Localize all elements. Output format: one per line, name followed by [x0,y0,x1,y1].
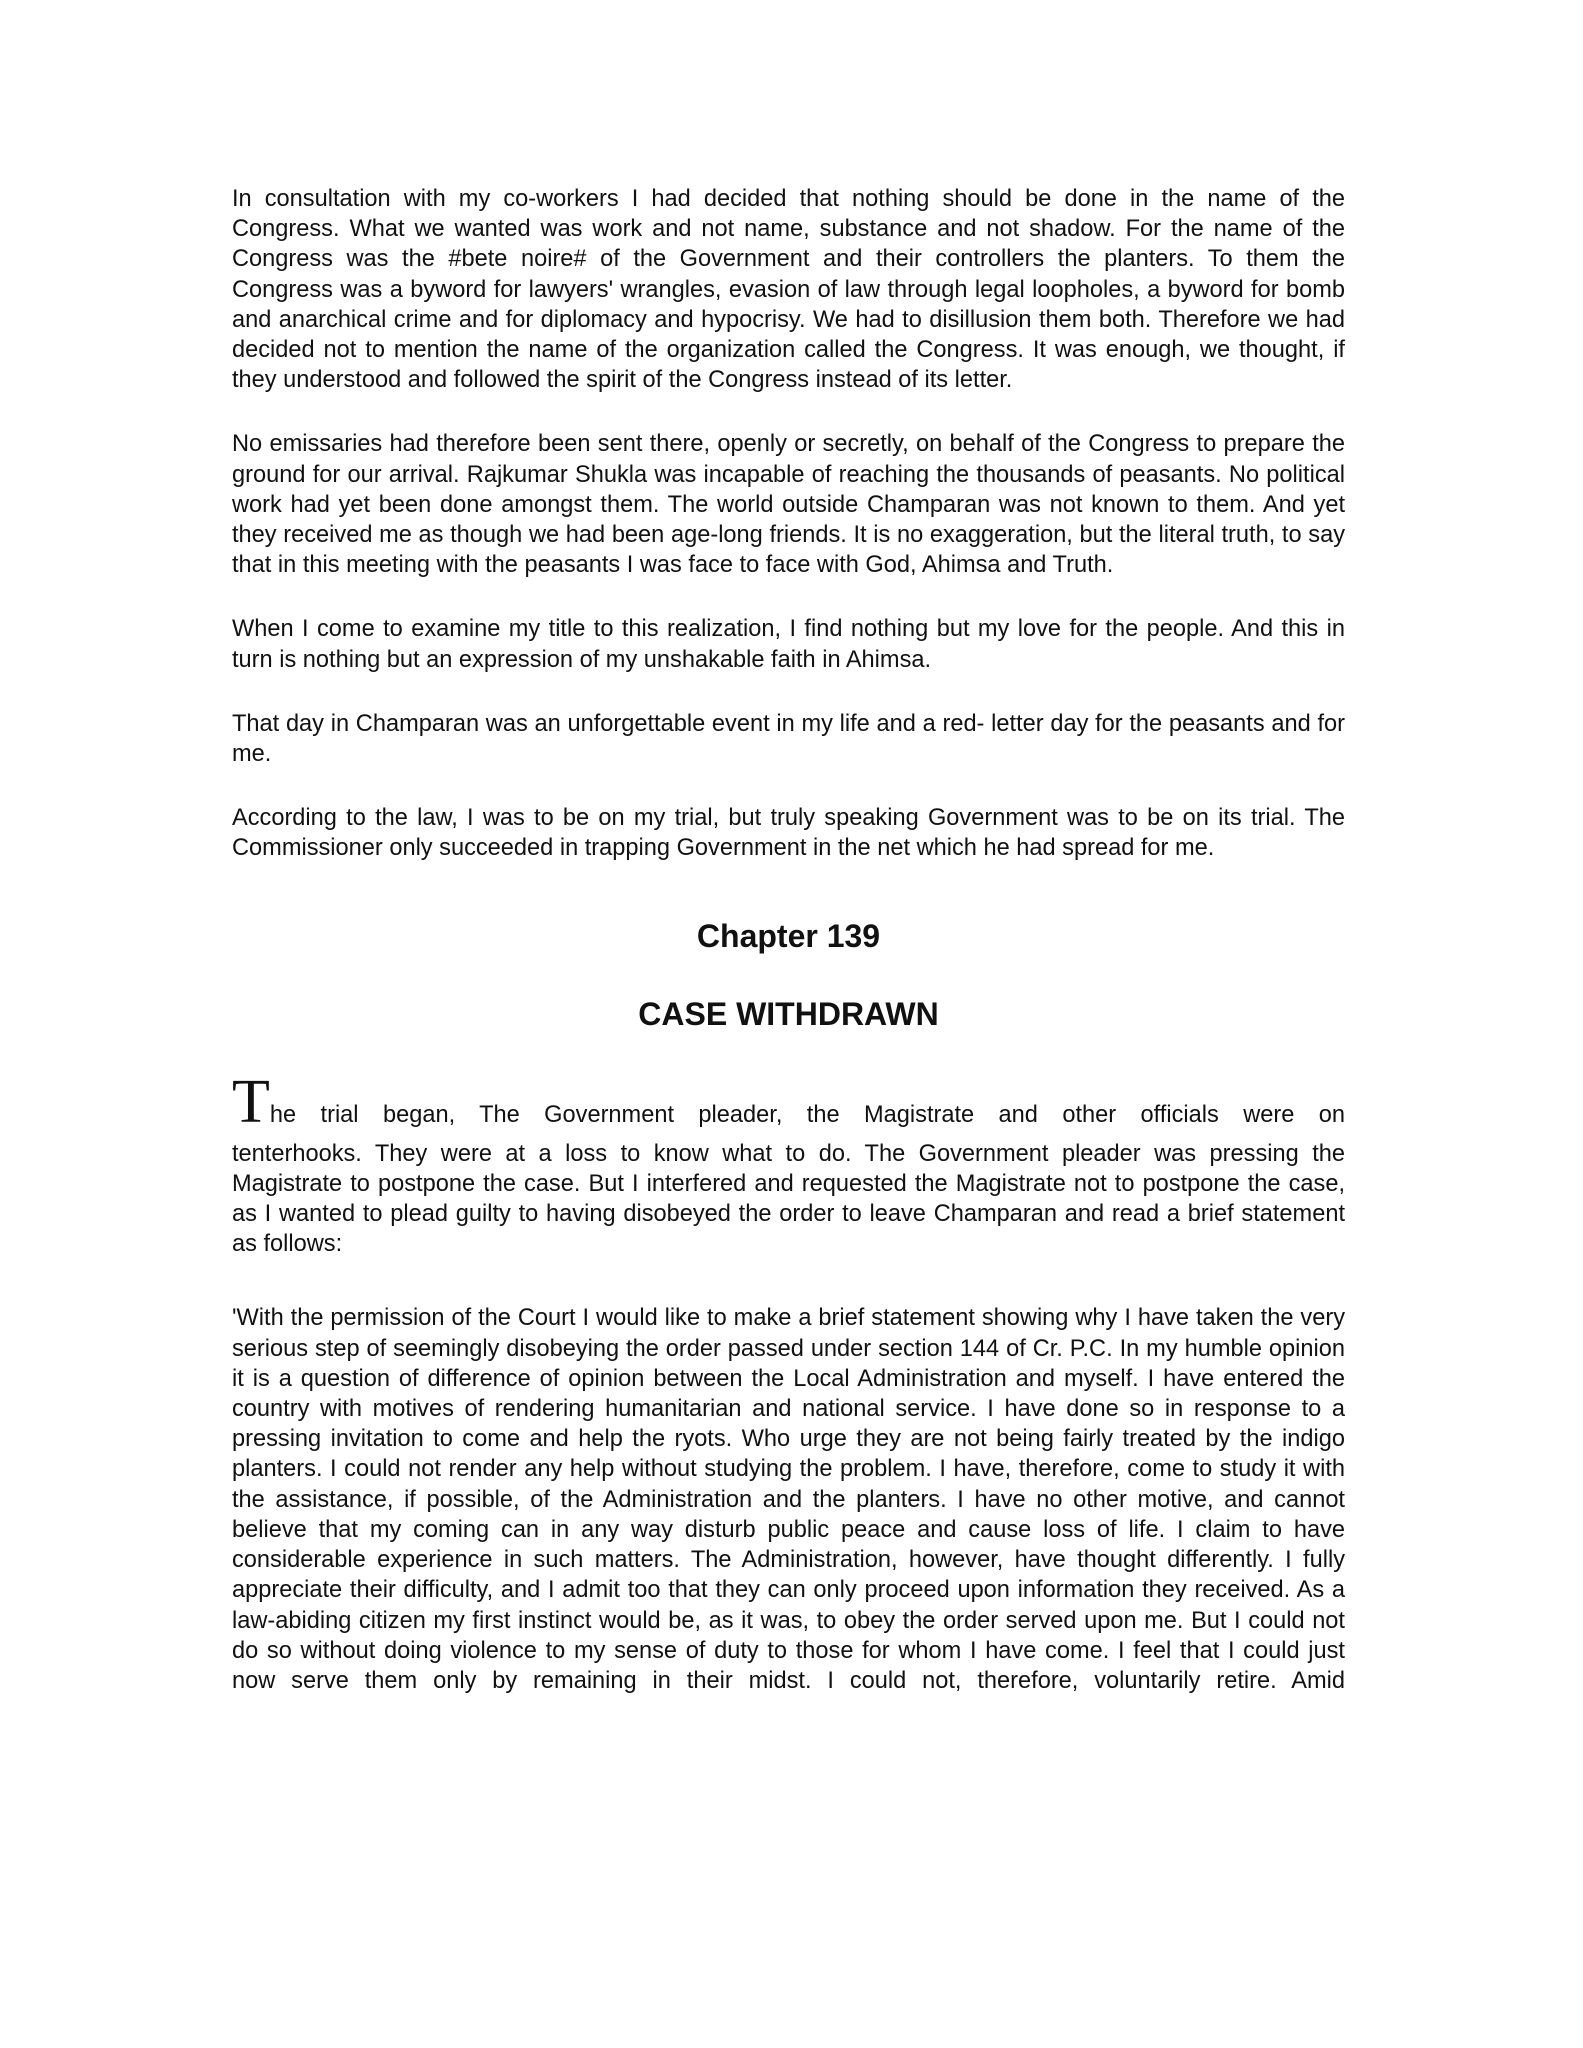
chapter-number: Chapter 139 [696,917,881,954]
first-paragraph-rest: tenterhooks. They were at a loss to know what to do. The Government pleader was pressing the Magistrate to postpone the case. But I interfered and requested the Magistrate not to postpone the case, as I wanted to plead guilty to having disobeyed the order to leave Champaran and read a brief statement as follows: [232,1140,1345,1258]
document-page [232,184,1345,1696]
drop-cap: T [232,1067,270,1136]
paragraph-that-day: That day in Champaran was an unforgettable event in my life and a red- letter day for the peasants and for me. [232,710,1345,768]
chapter-title: CASE WITHDRAWN [638,995,939,1032]
first-line-text: he trial began, The Government pleader, the Magistrate and other officials were on [269,1101,1345,1128]
paragraph-trial-began [232,1067,1345,1260]
paragraph-congress-name: In consultation with my co-workers I had decided that nothing should be done in the name of the Congress. What we wanted was work and not name, substance and not shadow. For the name of the Congress was the #bete noire# of the Government and their controllers the planters. To them the Congress was a byword for lawyers' wrangles, evasion of law through legal loopholes, a byword for bomb and anarchical crime and for diplomacy and hypocrisy. We had to disillusion them both. Therefore we had decided not to mention the name of the organization called the Congress. It was enough, we thought, if they understood and followed the spirit of the Congress instead of its letter. [232,186,1345,394]
paragraph-no-emissaries: No emissaries had therefore been sent there, openly or secretly, on behalf of the Congress to prepare the ground for our arrival. Rajkumar Shukla was incapable of reaching the thousands of peasants. No political work had yet been done amongst them. The world outside Champaran was not known to them. And yet they received me as though we had been age-long friends. It is no exaggeration, but the literal truth, to say that in this meeting with the peasants I was face to face with God, Ahimsa and Truth. [232,431,1345,579]
first-line [232,1067,1345,1139]
paragraph-trial: According to the law, I was to be on my trial, but truly speaking Government was to be on its trial. The Commissioner only succeeded in trapping Government in the net which he had spread for me. [232,805,1345,862]
paragraph-realization: When I come to examine my title to this realization, I find nothing but my love for the people. And this in turn is nothing but an expression of my unshakable faith in Ahimsa. [232,616,1345,673]
paragraph-statement: 'With the permission of the Court I would like to make a brief statement showing why I have taken the very serious step of seemingly disobeying the order passed under section 144 of Cr. P.C. In my humble opinion it is a question of difference of opinion between the Local Administration and myself. I have entered the country with motives of rendering humanitarian and national service. I have done so in response to a pressing invitation to come and help the ryots. Who urge they are not being fairly treated by the indigo planters. I could not render any help without studying the problem. I have, therefore, come to study it with the assistance, if possible, of the Administration and the planters. I have no other motive, and cannot believe that my coming can in any way disturb public peace and cause loss of life. I claim to have considerable experience in such matters. The Administration, however, have thought differently. I fully appreciate their difficulty, and I admit too that they can only proceed upon information they received. As a law-abiding citizen my first instinct would be, as it was, to obey the order served upon me. But I could not do so without doing violence to my sense of duty to those for whom I have come. I feel that I could just now serve them only by remaining in their midst. I could not, therefore, voluntarily retire. Amid [232,1305,1345,1694]
